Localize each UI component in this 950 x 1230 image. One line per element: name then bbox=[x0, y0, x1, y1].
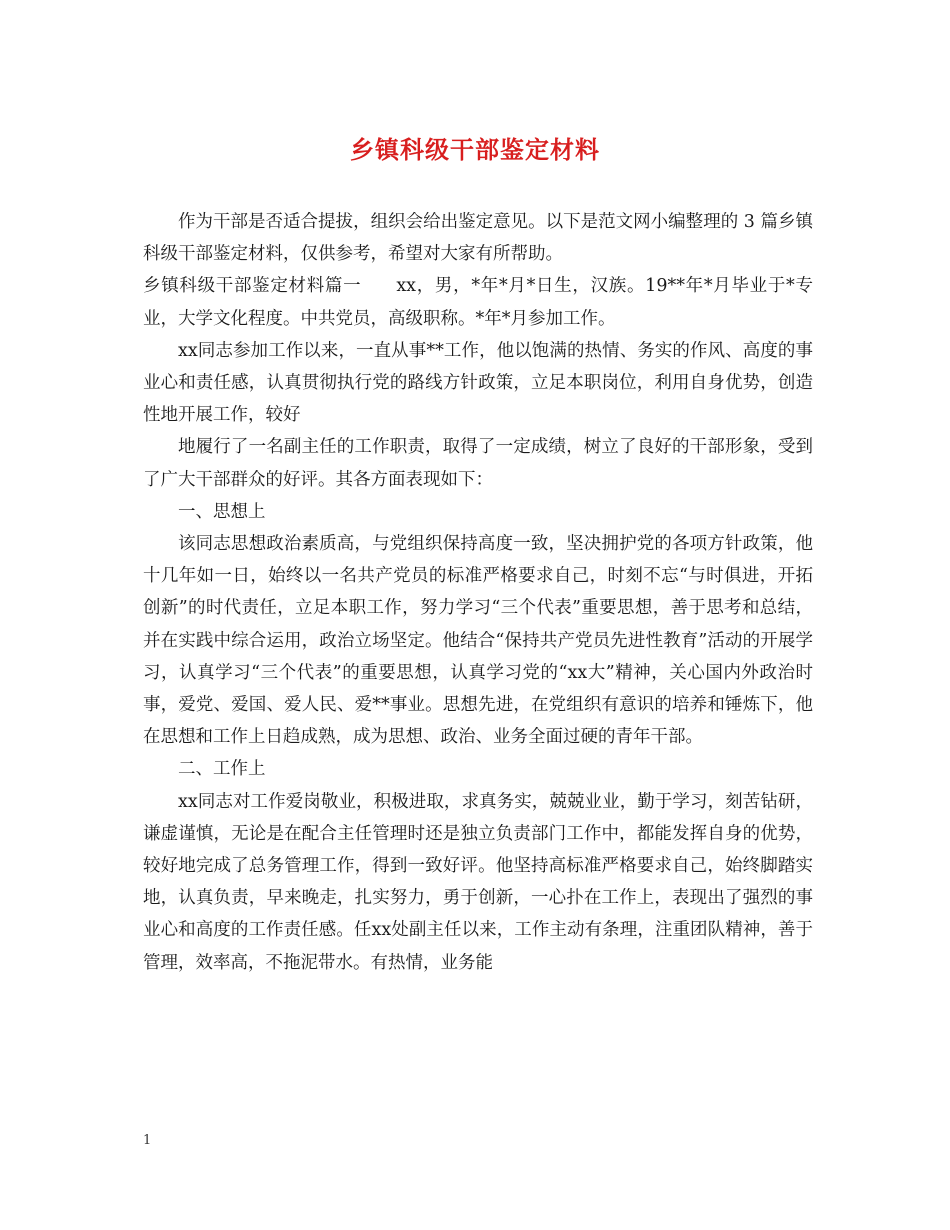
section-ideology-paragraph: 该同志思想政治素质高，与党组织保持高度一致，坚决拥护党的各项方针政策，他十几年如一日，始终以一名共产党员的标准严格要求自己，时刻不忘“与时俱进，开拓创新”的时代责任，立足本职工作，努力学习“三个代表”重要思想，善于思考和总结，并在实践中综合运用，政治立场坚定。他结合“保持共产党员先进性教育”活动的开展学习，认真学习“三个代表”的重要思想，认真学习党的“xx大”精神，关心国内外政治时事，爱党、爱国、爱人民、爱**事业。思想先进，在党组织有意识的培养和锤炼下，他在思想和工作上日趋成熟，成为思想、政治、业务全面过硬的青年干部。 bbox=[143, 534, 813, 748]
document-body bbox=[143, 206, 813, 979]
profile-text: xx，男，*年*月*日生，汉族。19**年*月毕业于*专业，大学文化程度。中共党员，高级职称。*年*月参加工作。 bbox=[143, 276, 813, 329]
intro-paragraph: 作为干部是否适合提拔，组织会给出鉴定意见。以下是范文网小编整理的 3 篇乡镇科级干部鉴定材料，仅供参考，希望对大家有所帮助。 bbox=[143, 212, 813, 265]
overview-paragraph: xx同志参加工作以来，一直从事**工作，他以饱满的热情、务实的作风、高度的事业心和责任感，认真贯彻执行党的路线方针政策，立足本职岗位，利用自身优势，创造性地开展工作，较好 bbox=[143, 340, 813, 426]
article-heading-line bbox=[143, 270, 813, 334]
overview-continuation-paragraph: 地履行了一名副主任的工作职责，取得了一定成绩，树立了良好的干部形象，受到了广大干部群众的好评。其各方面表现如下： bbox=[143, 437, 813, 490]
document-title: 乡镇科级干部鉴定材料 bbox=[350, 135, 600, 164]
section-work-paragraph: xx同志对工作爱岗敬业，积极进取，求真务实，兢兢业业，勤于学习，刻苦钻研，谦虚谨慎，无论是在配合主任管理时还是独立负责部门工作中，都能发挥自身的优势，较好地完成了总务管理工作，得到一致好评。他坚持高标准严格要求自己，始终脚踏实地，认真负责，早来晚走，扎实努力，勇于创新，一心扑在工作上，表现出了强烈的事业心和高度的工作责任感。任xx处副主任以来，工作主动有条理，注重团队精神，善于管理，效率高，不拖泥带水。有热情，业务能 bbox=[143, 791, 813, 973]
section-heading-work: 二、工作上 bbox=[178, 759, 266, 780]
section-heading-ideology: 一、思想上 bbox=[178, 501, 266, 522]
article-heading: 乡镇科级干部鉴定材料篇一 bbox=[143, 276, 362, 297]
page-number: 1 bbox=[143, 1133, 152, 1148]
